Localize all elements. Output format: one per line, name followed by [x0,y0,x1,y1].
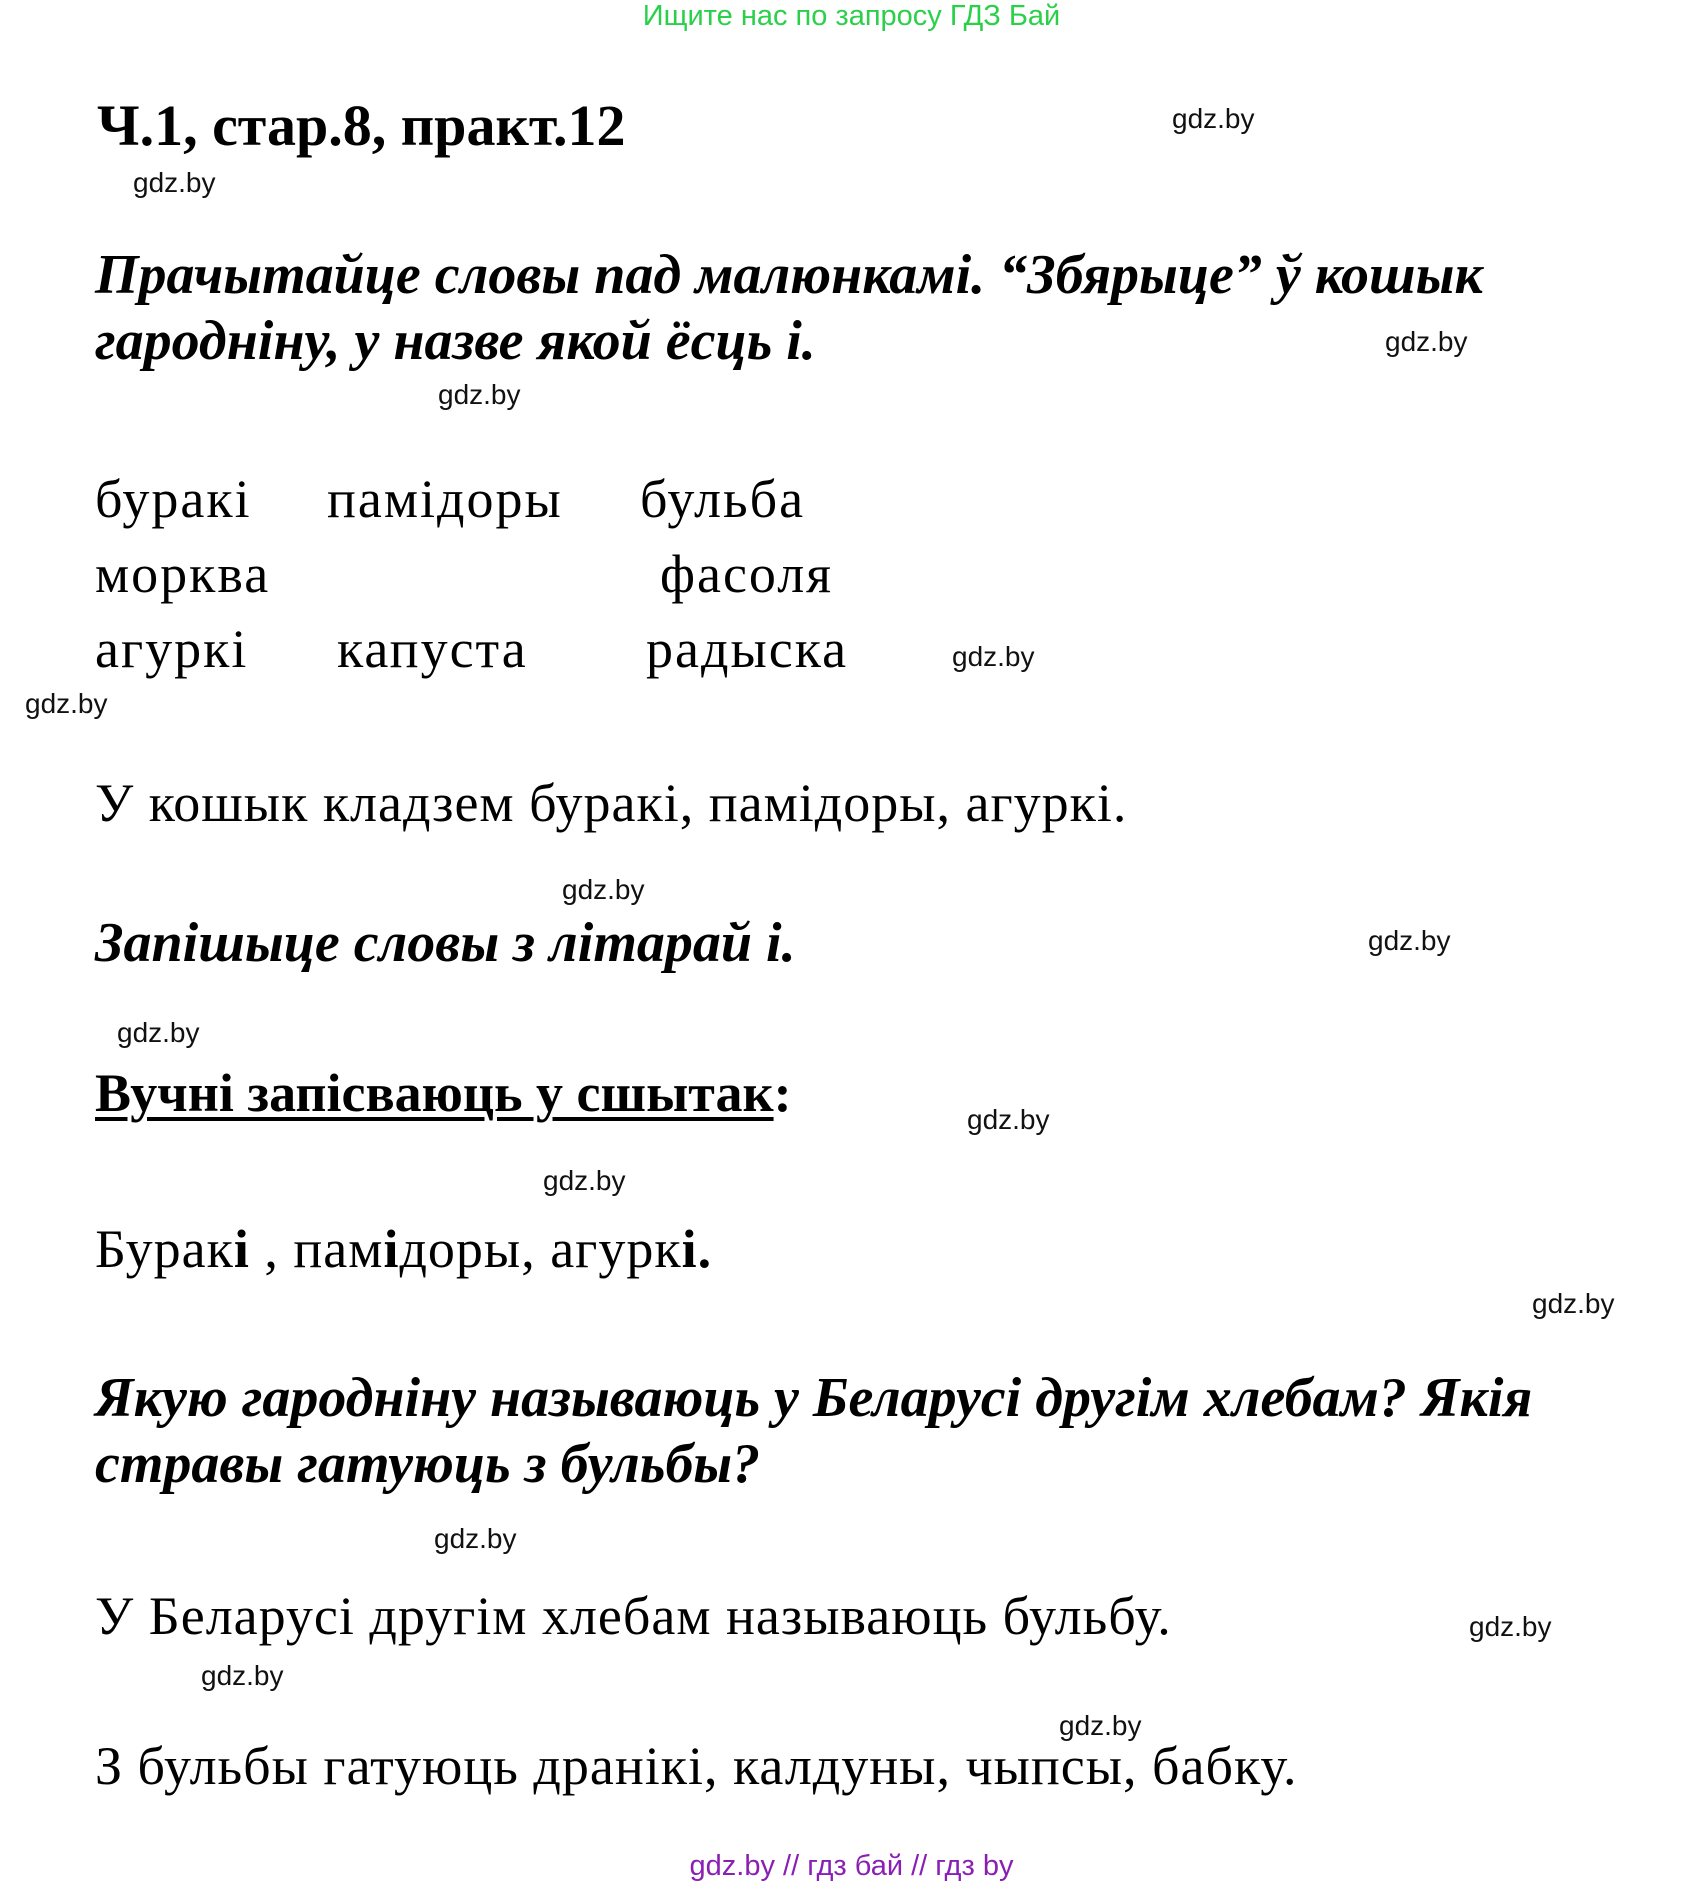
word-item: буракі [95,469,252,529]
answer-2-part: , [249,1219,294,1279]
word-item: радыска [646,619,849,679]
task-2: Запішыце словы з літарай і. [95,912,796,974]
word-item: морква [95,544,271,604]
watermark: gdz.by [562,874,645,905]
word-item: бульба [640,469,806,529]
task-3 [95,1365,1532,1497]
answer-1: У кошык кладзем буракі, памідоры, агуркі. [95,773,1128,833]
answer-2-part: доры, [399,1219,551,1279]
watermark: gdz.by [1172,103,1255,134]
watermark: gdz.by [1059,1710,1142,1741]
page-heading: Ч.1, стар.8, практ.12 [97,93,626,158]
watermark: gdz.by [967,1104,1050,1135]
word-item: памідоры [327,469,563,529]
word-item: фасоля [660,544,833,604]
answer-2-bold-letter: і [233,1219,250,1279]
watermark: gdz.by [201,1660,284,1691]
watermark: gdz.by [543,1165,626,1196]
answer-2 [95,1218,712,1280]
word-item: агуркі [95,619,249,679]
answer-2-part: пам [293,1219,384,1279]
watermark: gdz.by [438,379,521,410]
notebook-label-colon: : [773,1063,792,1123]
watermark: gdz.by [133,167,216,198]
watermark: gdz.by [952,641,1035,672]
watermark: gdz.by [1469,1611,1552,1642]
watermark: gdz.by [1532,1288,1615,1319]
footer: gdz.by // гдз бай // гдз by [689,1850,1014,1882]
notebook-label-text: Вучні запісваюць у сшытак [95,1063,774,1123]
top-banner: Ищите нас по запросу ГДЗ Бай [642,0,1061,32]
answer-3: У Беларусі другім хлебам называюць бульбу. [95,1586,1172,1646]
answer-2-part: агурк [550,1219,682,1279]
notebook-label [95,1062,792,1124]
task-3-line-2: стравы гатуюць з бульбы? [95,1433,761,1495]
watermark: gdz.by [117,1017,200,1048]
task-3-line-1: Якую гародніну называюць у Беларусі другім хлебам? Якія [95,1367,1533,1429]
answer-2-bold-letter: і. [681,1219,713,1279]
word-item: капуста [337,619,528,679]
answer-2-part: Бурак [95,1219,234,1279]
task-1 [95,242,1483,374]
task-1-line-2: гародніну, у назве якой ёсць і. [95,310,816,372]
answer-4: З бульбы гатуюць дранікі, калдуны, чыпсы, бабку. [95,1736,1298,1796]
watermark: gdz.by [25,688,108,719]
task-1-line-1: Прачытайце словы пад малюнкамі. “Збярыце” ў кошык [95,244,1483,306]
watermark: gdz.by [434,1523,517,1554]
watermark: gdz.by [1385,326,1468,357]
answer-2-bold-letter: і [383,1219,400,1279]
watermark: gdz.by [1368,925,1451,956]
